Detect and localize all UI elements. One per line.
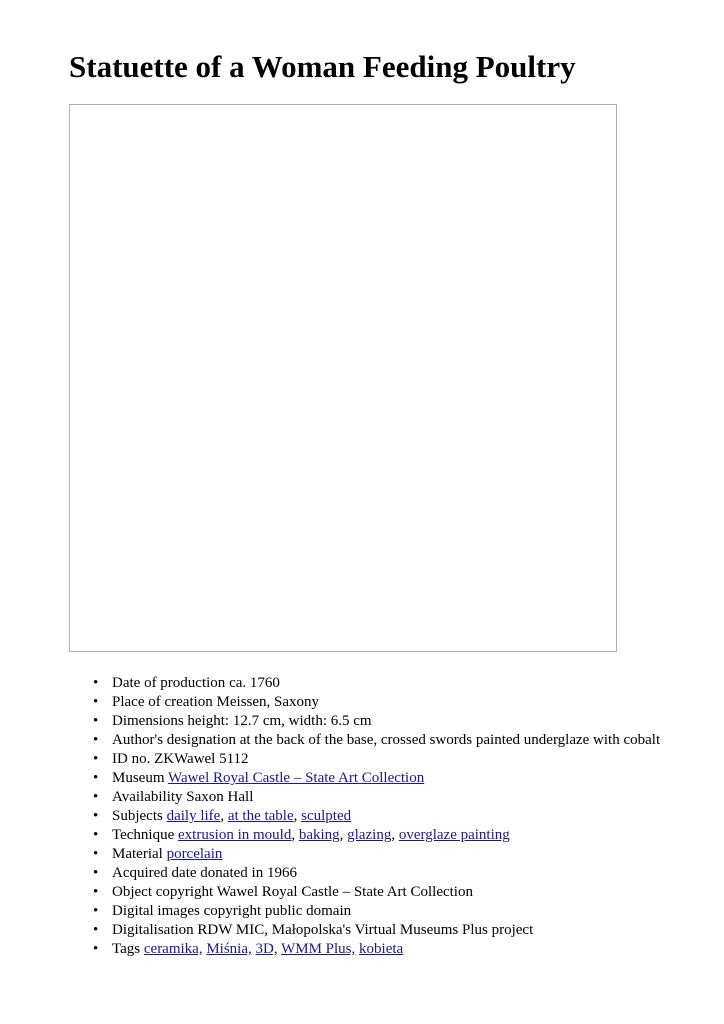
metadata-link[interactable]: Miśnia,	[206, 941, 252, 957]
metadata-link[interactable]: 3D,	[255, 941, 278, 957]
metadata-item-acquired-date	[112, 864, 660, 883]
metadata-item-digitalisation	[112, 921, 660, 940]
metadata-link[interactable]: Wawel Royal Castle – State Art Collection	[167, 770, 425, 786]
metadata-value: Wawel Royal Castle – State Art Collection	[216, 884, 473, 900]
metadata-link[interactable]: baking	[298, 827, 340, 843]
metadata-item-subjects: • Subjects daily life, at the table, sculpted	[112, 807, 660, 826]
metadata-list	[112, 674, 660, 959]
metadata-label: Digitalisation	[112, 922, 194, 938]
metadata-item-dimensions	[112, 712, 660, 731]
metadata-label: Acquired date	[112, 865, 197, 881]
metadata-item-object-copyright	[112, 883, 660, 902]
metadata-link[interactable]: sculpted	[301, 808, 352, 824]
metadata-link[interactable]: glazing	[347, 827, 392, 843]
metadata-link[interactable]: extrusion in mould	[178, 827, 292, 843]
metadata-item-museum	[112, 769, 660, 788]
metadata-label: Object copyright	[112, 884, 214, 900]
metadata-label: Availability	[112, 789, 183, 805]
metadata-link[interactable]: kobieta	[359, 941, 404, 957]
metadata-value: at the back of the base, crossed swords painted underglaze with cobalt	[239, 732, 661, 748]
metadata-label: Dimensions	[112, 713, 184, 729]
metadata-label: ID no.	[112, 751, 151, 767]
metadata-item-material	[112, 845, 660, 864]
metadata-value: Saxon Hall	[186, 789, 254, 805]
metadata-value: ZKWawel 5112	[154, 751, 249, 767]
metadata-link[interactable]: WMM Plus,	[281, 941, 356, 957]
metadata-value: Meissen, Saxony	[216, 694, 320, 710]
metadata-item-digital-images-copyright	[112, 902, 660, 921]
metadata-link[interactable]: ceramika,	[143, 941, 203, 957]
metadata-item-date-of-production	[112, 674, 660, 693]
metadata-link[interactable]: overglaze painting	[398, 827, 510, 843]
metadata-item-availability	[112, 788, 660, 807]
metadata-label: Technique	[112, 827, 175, 843]
metadata-item-technique: • Technique extrusion in mould, baking, glazing, overglaze painting	[112, 826, 660, 845]
metadata-value: height: 12.7 cm, width: 6.5 cm	[187, 713, 372, 729]
metadata-value: donated in 1966	[200, 865, 297, 881]
artwork-image-placeholder	[69, 104, 617, 652]
metadata-link[interactable]: daily life	[166, 808, 221, 824]
metadata-label: Subjects	[112, 808, 163, 824]
metadata-item-id-no	[112, 750, 660, 769]
metadata-link[interactable]: porcelain	[166, 846, 223, 862]
metadata-label: Place of creation	[112, 694, 213, 710]
metadata-value: RDW MIC, Małopolska's Virtual Museums Plus project	[197, 922, 534, 938]
metadata-label: Museum	[112, 770, 165, 786]
metadata-item-place-of-creation	[112, 693, 660, 712]
metadata-item-tags	[112, 940, 660, 959]
metadata-link[interactable]: at the table	[227, 808, 294, 824]
metadata-label: Digital images copyright	[112, 903, 262, 919]
page-title: Statuette of a Woman Feeding Poultry	[69, 49, 576, 84]
metadata-label: Tags	[112, 941, 141, 957]
metadata-item-author-s-designation	[112, 731, 660, 750]
metadata-label: Author's designation	[112, 732, 236, 748]
metadata-label: Date of production	[112, 675, 226, 691]
metadata-value: public domain	[264, 903, 352, 919]
metadata-label: Material	[112, 846, 163, 862]
metadata-value: ca. 1760	[229, 675, 280, 691]
